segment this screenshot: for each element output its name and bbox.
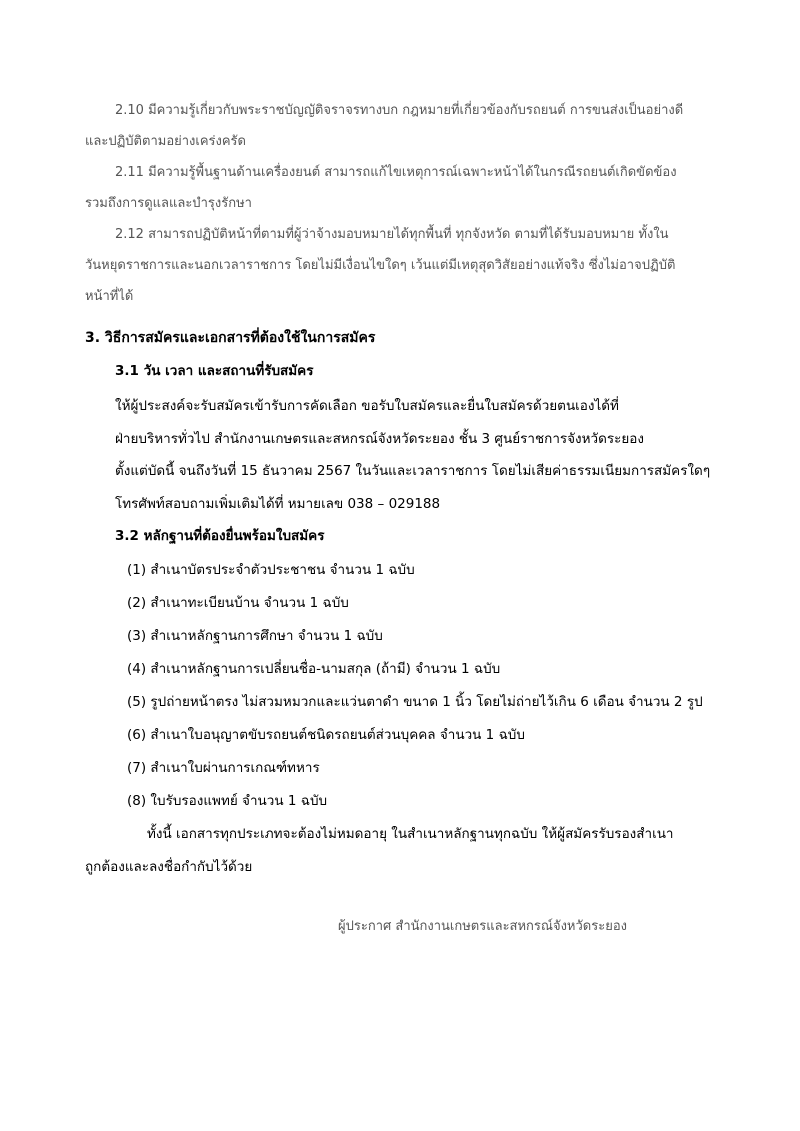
paragraph-2-12-line-1: 2.12 สามารถปฏิบัติหน้าที่ตามที่ผู้ว่าจ้างมอบหมายได้ทุกพื้นที่ ทุกจังหวัด ตามที่ได้รับมอบหมาย ทั้งใน [115,227,669,242]
paragraph-2-10-line-2: และปฏิบัติตามอย่างเคร่งครัด [85,134,246,149]
note-line-1: ทั้งนี้ เอกสารทุกประเภทจะต้องไม่หมดอายุ ในสำเนาหลักฐานทุกฉบับ ให้ผู้สมัครรับรองสำเนา [147,826,674,842]
document-list-item: (2) สำเนาทะเบียนบ้าน จำนวน 1 ฉบับ [127,595,349,611]
paragraph-2-11-line-2: รวมถึงการดูแลและบำรุงรักษา [85,196,252,211]
paragraph-2-10-line-1: 2.10 มีความรู้เกี่ยวกับพระราชบัญญัติจราจรทางบก กฎหมายที่เกี่ยวข้องกับรถยนต์ การขนส่งเป็นอย่างดี [115,103,684,118]
subsection-3-1-line-4: โทรศัพท์สอบถามเพิ่มเติมได้ที่ หมายเลข 038 – 029188 [115,496,441,512]
document-list-item: (5) รูปถ่ายหน้าตรง ไม่สวมหมวกและแว่นตาดำ ขนาด 1 นิ้ว โดยไม่ถ่ายไว้เกิน 6 เดือน จำนวน 2 รูป [127,694,703,710]
subsection-3-2-heading: 3.2 หลักฐานที่ต้องยื่นพร้อมใบสมัคร [115,528,325,544]
document-list-item: (8) ใบรับรองแพทย์ จำนวน 1 ฉบับ [127,793,328,809]
subsection-3-1-line-1: ให้ผู้ประสงค์จะรับสมัครเข้ารับการคัดเลือก ขอรับใบสมัครและยื่นใบสมัครด้วยตนเองได้ที่ [115,398,619,414]
document-list-item: (1) สำเนาบัตรประจำตัวประชาชน จำนวน 1 ฉบับ [127,562,415,578]
paragraph-2-11-line-1: 2.11 มีความรู้พื้นฐานด้านเครื่องยนต์ สามารถแก้ไขเหตุการณ์เฉพาะหน้าได้ในกรณีรถยนต์เกิดขัดข้อง [115,165,677,180]
note-line-2: ถูกต้องและลงชื่อกำกับไว้ด้วย [85,859,253,875]
document-list-item: (6) สำเนาใบอนุญาตขับรถยนต์ชนิดรถยนต์ส่วนบุคคล จำนวน 1 ฉบับ [127,727,525,743]
subsection-3-1-heading: 3.1 วัน เวลา และสถานที่รับสมัคร [115,363,314,379]
document-list-item: (7) สำเนาใบผ่านการเกณฑ์ทหาร [127,760,320,776]
subsection-3-1-line-2: ฝ่ายบริหารทั่วไป สำนักงานเกษตรและสหกรณ์จังหวัดระยอง ชั้น 3 ศูนย์ราชการจังหวัดระยอง [115,431,645,447]
announcer-signature: ผู้ประกาศ สำนักงานเกษตรและสหกรณ์จังหวัดระยอง [338,919,627,934]
paragraph-2-12-line-2: วันหยุดราชการและนอกเวลาราชการ โดยไม่มีเงื่อนไขใดๆ เว้นแต่มีเหตุสุดวิสัยอย่างแท้จริง ซึ่งไม่อาจปฏิบัติ [85,258,676,273]
section-3-heading: 3. วิธีการสมัครและเอกสารที่ต้องใช้ในการสมัคร [85,330,376,346]
document-list-item: (3) สำเนาหลักฐานการศึกษา จำนวน 1 ฉบับ [127,628,383,644]
document-list-item: (4) สำเนาหลักฐานการเปลี่ยนชื่อ-นามสกุล (ถ้ามี) จำนวน 1 ฉบับ [127,661,501,677]
paragraph-2-12-line-3: หน้าที่ได้ [85,289,134,304]
subsection-3-1-line-3: ตั้งแต่บัดนี้ จนถึงวันที่ 15 ธันวาคม 2567 ในวันและเวลาราชการ โดยไม่เสียค่าธรรมเนียมการสมัครใดๆ [115,463,711,479]
